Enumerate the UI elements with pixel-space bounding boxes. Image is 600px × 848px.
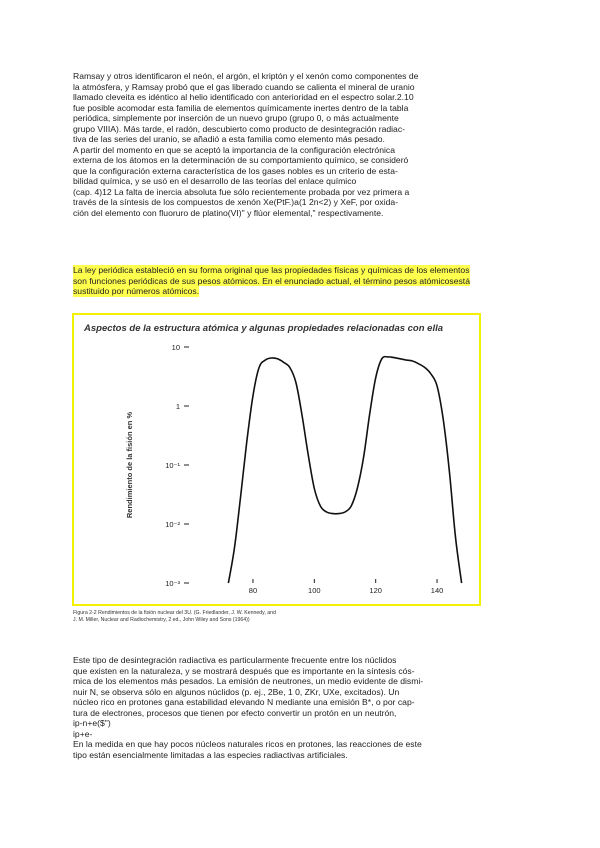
x-tick-label: 120: [369, 586, 382, 595]
text-line: son funciones periódicas de sus pesos atómicos. En el enunciado actual, el término pesos atómicos: [73, 275, 454, 286]
figure-caption: [73, 610, 276, 624]
y-tick-label: 10⁻³: [165, 579, 180, 588]
paragraph-radioactive-decay: [73, 655, 473, 760]
text-line: llamado cleveita es idéntico al helio identificado con anterioridad en el espectro solar.2.10: [73, 92, 414, 102]
y-tick-label: 10⁻²: [165, 520, 180, 529]
text-line: ip+e-: [73, 728, 93, 739]
y-tick-label: 1: [175, 402, 180, 411]
text-line: núcleo rico en protones gana estabilidad elevando N mediante una emisión B*, o por cap-: [73, 697, 415, 707]
text-line: que la configuración externa característica de los gases nobles es un criterio de esta-: [73, 165, 398, 176]
text-line: sustituido por números atómicos.: [73, 286, 200, 296]
text-line: Ramsay y otros identificaron el neón, el argón, el kriptón y el xenón como componentes de: [73, 71, 419, 81]
chart-title: Aspectos de la estructura atómica y algunas propiedades relacionadas con ella: [84, 323, 444, 334]
text-line: tipo están esencialmente limitadas a las especies radiactivas artificiales.: [73, 749, 348, 760]
y-tick-label: 10⁻¹: [165, 461, 180, 470]
text-line: (cap. 4)12 La falta de inercia absoluta fue sólo recientemente probada por vez primera a: [73, 186, 410, 197]
figure-fission-yield: [72, 313, 481, 606]
x-tick-label: 100: [308, 586, 321, 595]
y-tick-label: 10: [171, 343, 180, 352]
text-line: tura de electrones, procesos que tienen por efecto convertir un protón en un neutrón,: [73, 707, 397, 718]
text-line: mica de los elementos más pesados. La emisión de neutrones, un medio evidente de dismi-: [73, 676, 424, 686]
x-ticks: [249, 579, 444, 595]
text-line: En la medida en que hay pocos núcleos naturales ricos en protones, las reacciones de este: [73, 739, 422, 749]
text-line: externa de los átomos en la determinación de su comportamiento químico, se consideró: [73, 155, 409, 165]
paragraph-periodic-law: [73, 265, 483, 297]
text-line: grupo VIIIA). Más tarde, el radón, descubierto como producto de desintegración radiac-: [73, 123, 405, 134]
text-line: está: [453, 275, 470, 286]
y-ticks: [165, 343, 189, 588]
text-line: periódica, simplemente por inserción de un nuevo grupo (grupo 0, o más actualmente: [73, 113, 399, 123]
text-line: ción del elemento con fluoruro de platino(VI)" y flúor elemental," respectivamente.: [73, 207, 384, 218]
text-line: tiva de las series del uranio, se añadió a esta familia como elemento más pesado.: [73, 134, 385, 144]
paragraph-noble-gases: [73, 71, 473, 218]
x-tick-label: 140: [430, 586, 444, 595]
text-line: la atmósfera, y Ramsay probó que el gas liberado cuando se calienta el mineral de uranio: [73, 81, 415, 92]
text-line: través de la síntesis de los compuestos de xenón Xe(PtF.)a(1 2n<2) y XeF, por oxida-: [73, 197, 399, 207]
text-line: ip-n+e($"): [73, 718, 111, 728]
text-line: J. M. Miller, Nuclear and Radiochemistry, 2 ed., John Wiley and Sons (1964)): [73, 617, 250, 623]
text-line: A partir del momento en que se aceptó la importancia de la configuración electrónica: [73, 144, 395, 155]
text-line: nuir N, se observa sólo en algunos núclidos (p. ej., 2Be, 1 0, ZKr, UXe, excitados). Un: [73, 686, 400, 697]
fission-yield-chart: [74, 315, 479, 604]
x-tick-label: 80: [248, 586, 258, 595]
text-line: que existen en la naturaleza, y se mostrará después que es importante en la síntesis cós-: [73, 665, 415, 676]
y-axis-label: Rendimiento de la fisión en %: [125, 411, 134, 519]
text-line: Este tipo de desintegración radiactiva es particularmente frecuente entre los núclidos: [73, 655, 397, 665]
text-line: La ley periódica estableció en su forma original que las propiedades físicas y químicas de los elementos: [73, 265, 470, 275]
text-line: fue posible acomodar esta familia de elementos químicamente inertes dentro de la tabla: [73, 102, 409, 113]
text-line: Figura 2-2 Rendimientos de la fisión nuclear del 3U. (G. Friedlander, J. W. Kennedy, and: [73, 610, 276, 616]
text-line: bilidad química, y se usó en el desarrollo de las teorías del enlace químico: [73, 176, 357, 186]
fission-yield-curve: [228, 357, 461, 583]
